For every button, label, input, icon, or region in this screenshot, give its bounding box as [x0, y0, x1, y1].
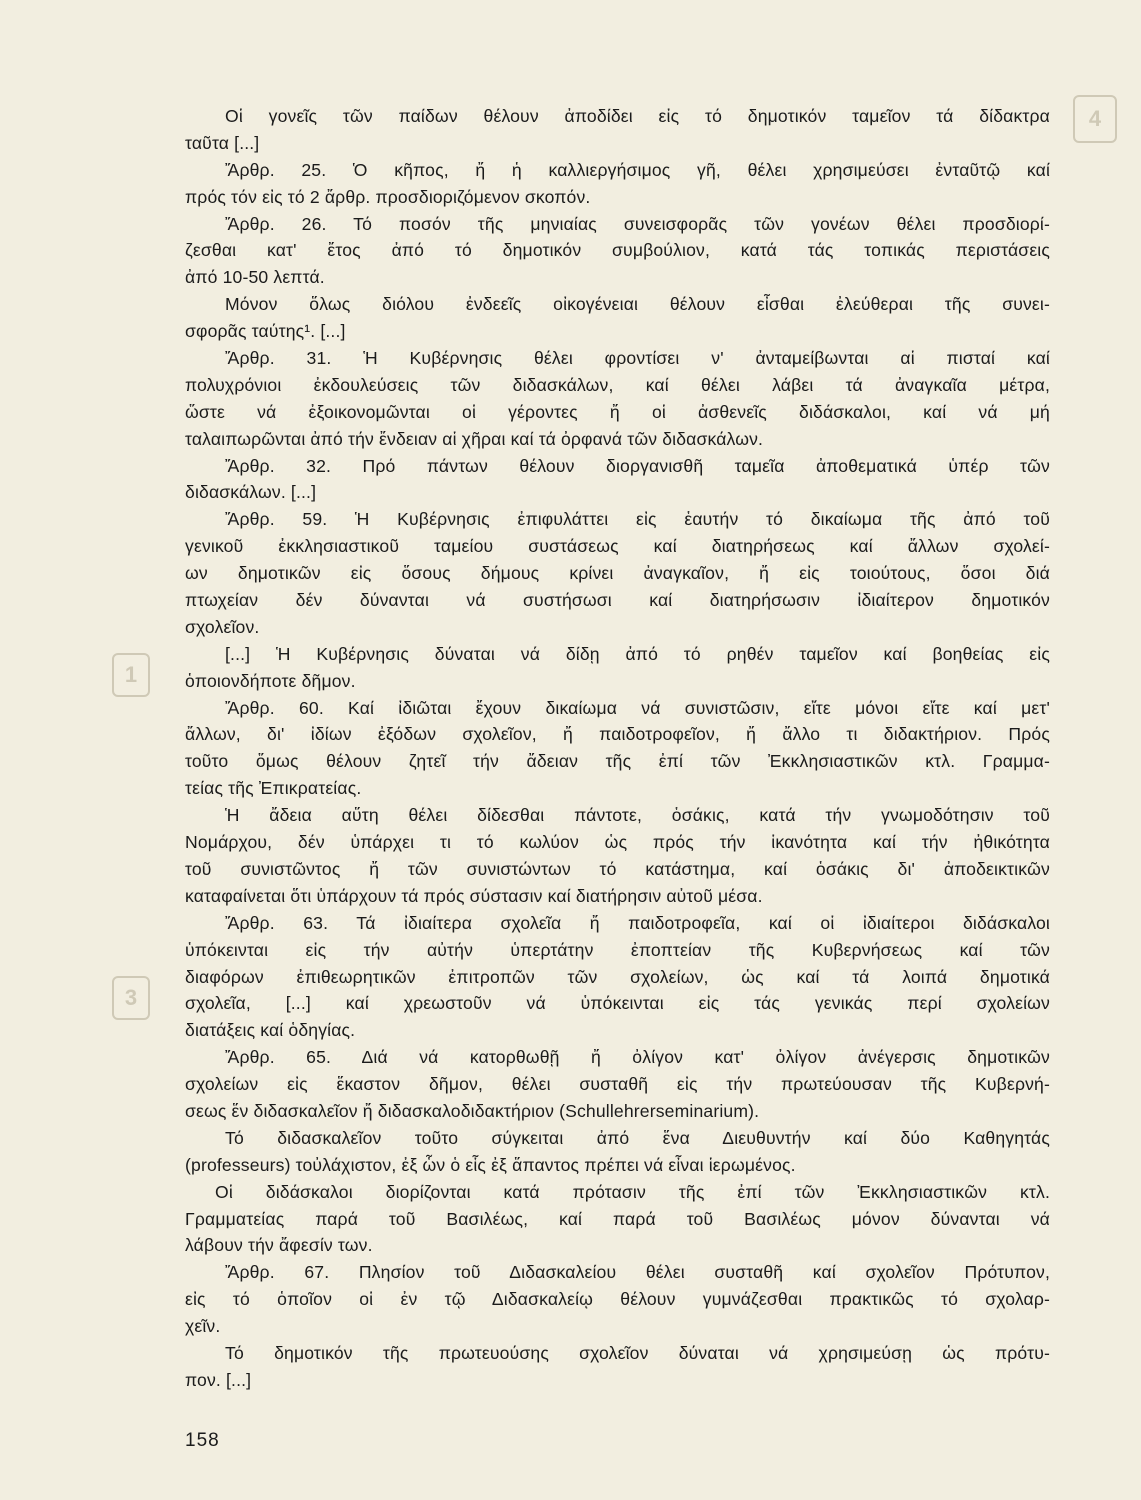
body-text	[185, 103, 1050, 1394]
text-line: Ἄρθρ. 25. Ὁ κῆπος, ἤ ἡ καλλιεργήσιμος γῆ, θέλει χρησιμεύσει ἐνταῦτῷ καί	[225, 159, 1050, 180]
text-line: διαφόρων ἐπιθεωρητικῶν ἐπιτροπῶν τῶν σχολείων, ὡς καί τά λοιπά δημοτικά	[185, 966, 1050, 987]
text-line: ὥστε νά ἐξοικονομῶνται οἱ γέροντες ἤ οἱ ἀσθενεῖς διδάσκαλοι, καί νά μή	[185, 401, 1050, 422]
text-line: σχολείων εἰς ἕκαστον δῆμον, θέλει συσταθῆ εἰς τήν πρωτεύουσαν τῆς Κυβερνή-	[185, 1074, 1050, 1095]
text-line: λάβουν τήν ἄφεσίν των.	[185, 1235, 373, 1256]
text-line: Τό διδασκαλεῖον τοῦτο σύγκειται ἀπό ἕνα Διευθυντήν καί δύο Καθηγητάς	[225, 1127, 1050, 1148]
text-line: πον. [...]	[185, 1369, 252, 1390]
text-line: Ἄρθρ. 60. Καί ἰδιῶται ἔχουν δικαίωμα νά συνιστῶσιν, εἴτε μόνοι εἴτε καί μετ'	[225, 697, 1050, 718]
text-line: ἀπό 10-50 λεπτά.	[185, 267, 325, 288]
text-line: Ἄρθρ. 67. Πλησίον τοῦ Διδασκαλείου θέλει συσταθῆ καί σχολεῖον Πρότυπον,	[225, 1262, 1050, 1283]
text-line: τοῦ συνιστῶντος ἤ τῶν συνιστώντων τό κατάστημα, καί ὁσάκις δι' ἀποδεικτικῶν	[185, 858, 1050, 879]
text-line: ὑπόκεινται εἰς τήν αὐτήν ὑπερτάτην ἐποπτείαν τῆς Κυβερνήσεως καί τῶν	[185, 939, 1050, 960]
text-line: διδασκάλων. [...]	[185, 482, 317, 503]
text-line: Ἄρθρ. 31. Ἡ Κυβέρνησις θέλει φροντίσει ν' ἀνταμείβωνται αἱ πισταί καί	[225, 348, 1050, 369]
bleed-through-mark: 4	[1073, 95, 1117, 143]
bleed-through-mark: 3	[112, 976, 150, 1020]
text-line: πολυχρόνιοι ἐκδουλεύσεις τῶν διδασκάλων, καί θέλει λάβει τά ἀναγκαῖα μέτρα,	[185, 374, 1050, 395]
text-line: πρός τόν εἰς τό 2 ἄρθρ. προσδιοριζόμενον σκοπόν.	[185, 186, 591, 207]
page-number: 158	[185, 1430, 220, 1451]
text-line: Ἄρθρ. 59. Ἡ Κυβέρνησις ἐπιφυλάττει εἰς ἑαυτήν τό δικαίωμα τῆς ἀπό τοῦ	[225, 509, 1050, 530]
text-line: Οἱ διδάσκαλοι διορίζονται κατά πρότασιν τῆς ἐπί τῶν Ἐκκλησιαστικῶν κτλ.	[215, 1181, 1050, 1202]
text-line: Τό δημοτικόν τῆς πρωτευούσης σχολεῖον δύναται νά χρησιμεύσῃ ὡς πρότυ-	[225, 1342, 1050, 1363]
text-line: χεῖν.	[185, 1316, 221, 1337]
text-line: Ἄρθρ. 32. Πρό πάντων θέλουν διοργανισθῆ ταμεῖα ἀποθεματικά ὑπέρ τῶν	[225, 455, 1050, 476]
text-line: πτωχείαν δέν δύνανται νά συστήσωσι καί διατηρήσωσιν ἰδιαίτερον δημοτικόν	[185, 590, 1050, 611]
text-line: ταλαιπωρῶνται ἀπό τήν ἔνδειαν αἱ χῆραι καί τά ὀρφανά τῶν διδασκάλων.	[185, 428, 764, 449]
text-line: τείας τῆς Ἐπικρατείας.	[185, 778, 362, 799]
text-line: σεως ἕν διδασκαλεῖον ἤ διδασκαλοδιδακτήριον (Schullehrerseminarium).	[185, 1100, 760, 1121]
text-line: σχολεῖον.	[185, 616, 260, 637]
text-line: ὁποιονδήποτε δῆμον.	[185, 670, 356, 691]
text-line: Ἄρθρ. 65. Διά νά κατορθωθῇ ἤ ὀλίγον κατ' ὀλίγον ἀνέγερσις δημοτικῶν	[225, 1047, 1050, 1068]
text-line: (professeurs) τοὐλάχιστον, ἐξ ὧν ὁ εἷς ἐξ ἅπαντος πρέπει νά εἶναι ἱερωμένος.	[185, 1154, 796, 1175]
text-line: Ἄρθρ. 26. Τό ποσόν τῆς μηνιαίας συνεισφορᾶς τῶν γονέων θέλει προσδιορί-	[225, 213, 1050, 234]
text-line: Νομάρχου, δέν ὑπάρχει τι τό κωλύον ὡς πρός τήν ἱκανότητα καί τήν ἠθικότητα	[185, 832, 1050, 853]
text-line: Γραμματείας παρά τοῦ Βασιλέως, καί παρά τοῦ Βασιλέως μόνον δύνανται νά	[185, 1208, 1050, 1229]
text-line: εἰς τό ὁποῖον οἱ ἐν τῷ Διδασκαλείῳ θέλουν γυμνάζεσθαι πρακτικῶς τό σχολαρ-	[185, 1289, 1050, 1310]
text-line: Οἱ γονεῖς τῶν παίδων θέλουν ἀποδίδει εἰς τό δημοτικόν ταμεῖον τά δίδακτρα	[225, 106, 1050, 126]
text-line: καταφαίνεται ὅτι ὑπάρχουν τά πρός σύστασιν καί διατήρησιν αὐτοῦ μέσα.	[185, 885, 763, 906]
text-line: σφορᾶς ταύτης¹. [...]	[185, 321, 346, 342]
text-line: ων δημοτικῶν εἰς ὅσους δήμους κρίνει ἀναγκαῖον, ἤ εἰς τοιούτους, ὅσοι διά	[185, 563, 1050, 584]
text-line: τοῦτο ὅμως θέλουν ζητεῖ τήν ἄδειαν τῆς ἐπί τῶν Ἐκκλησιαστικῶν κτλ. Γραμμα-	[185, 751, 1050, 772]
text-line: ζεσθαι κατ' ἔτος ἀπό τό δημοτικόν συμβούλιον, κατά τάς τοπικάς περιστάσεις	[185, 240, 1050, 261]
text-line: διατάξεις καί ὁδηγίας.	[185, 1020, 356, 1041]
bleed-through-mark: 1	[112, 653, 150, 697]
text-line: ἄλλων, δι' ἰδίων ἐξόδων σχολεῖον, ἤ παιδοτροφεῖον, ἤ ἄλλο τι διδακτήριον. Πρός	[185, 724, 1050, 745]
text-line: γενικοῦ ἐκκλησιαστικοῦ ταμείου συστάσεως καί διατηρήσεως καί ἄλλων σχολεί-	[185, 536, 1050, 557]
text-line: σχολεῖα, [...] καί χρεωστοῦν νά ὑπόκεινται εἰς τάς γενικάς περί σχολείων	[185, 993, 1050, 1014]
text-line: Ἡ ἄδεια αὕτη θέλει δίδεσθαι πάντοτε, ὁσάκις, κατά τήν γνωμοδότησιν τοῦ	[225, 805, 1050, 826]
text-line: [...] Ἡ Κυβέρνησις δύναται νά δίδῃ ἀπό τό ρηθέν ταμεῖον καί βοηθείας εἰς	[225, 643, 1050, 664]
text-line: ταῦτα [...]	[185, 132, 260, 153]
text-line: Ἄρθρ. 63. Τά ἰδιαίτερα σχολεῖα ἤ παιδοτροφεῖα, καί οἱ ἰδιαίτεροι διδάσκαλοι	[225, 912, 1050, 933]
text-line: Μόνον ὅλως διόλου ἐνδεεῖς οἰκογένειαι θέλουν εἶσθαι ἐλεύθεραι τῆς συνει-	[225, 294, 1050, 315]
